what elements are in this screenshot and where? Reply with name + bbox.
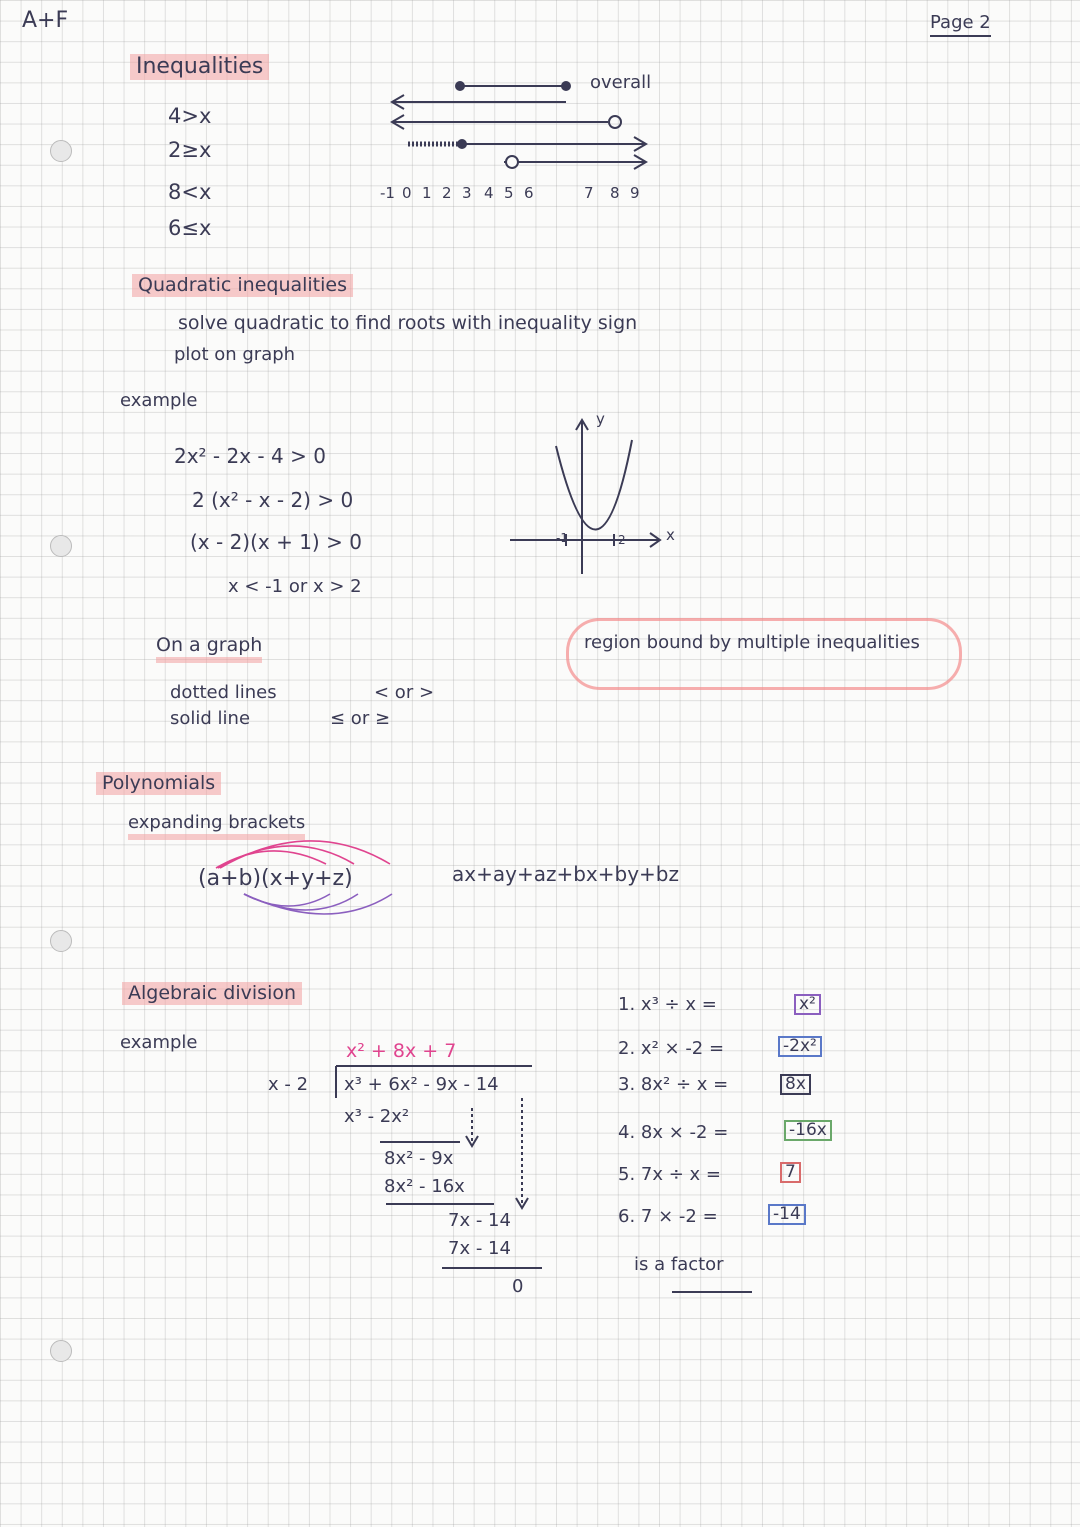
quadratic-bullet-2: plot on graph	[174, 344, 296, 365]
graph-x-label: x	[666, 526, 675, 544]
on-graph-row-1-symbols: < or >	[374, 682, 435, 703]
quadratic-bullet-1: solve quadratic to find roots with inequality sign	[178, 312, 638, 334]
corner-label: A+F	[22, 8, 69, 33]
division-divisor: x - 2	[268, 1074, 309, 1095]
division-step-2-label: 2. x² × -2 =	[618, 1038, 725, 1059]
tick-0: 0	[402, 184, 412, 202]
division-step-3-label: 3. 8x² ÷ x =	[618, 1074, 729, 1095]
polynomial-result: ax+ay+az+bx+by+bz	[452, 862, 679, 886]
algebraic-division-title: Algebraic division	[122, 982, 302, 1005]
division-step-3-result: 8x	[780, 1074, 811, 1095]
quadratic-step-1: 2x² - 2x - 4 > 0	[174, 444, 326, 468]
division-conclusion: is a factor	[634, 1254, 724, 1275]
inequality-line-3: 8<x	[168, 180, 212, 204]
division-step-4-label: 4. 8x × -2 =	[618, 1122, 729, 1143]
quadratic-step-4: x < -1 or x > 2	[228, 576, 362, 597]
graph-y-label: y	[596, 410, 605, 428]
division-working-1: x³ - 2x²	[344, 1106, 410, 1127]
division-step-6-label: 6. 7 × -2 =	[618, 1206, 718, 1227]
tick-1: 1	[422, 184, 432, 202]
page-label: Page 2	[930, 14, 991, 37]
division-quotient: x² + 8x + 7	[346, 1040, 457, 1062]
division-step-5-result: 7	[780, 1162, 801, 1183]
division-example-label: example	[120, 1032, 198, 1053]
quadratic-step-3: (x - 2)(x + 1) > 0	[190, 530, 362, 554]
tick-4: 4	[484, 184, 494, 202]
on-graph-row-2-label: solid line	[170, 708, 251, 729]
tick-8: 8	[610, 184, 620, 202]
tick-7: 7	[584, 184, 594, 202]
polynomial-expression: (a+b)(x+y+z)	[198, 866, 353, 891]
overall-label: overall	[590, 72, 652, 93]
polynomials-title: Polynomials	[96, 772, 221, 795]
on-graph-row-2-symbols: ≤ or ≥	[330, 708, 391, 729]
division-step-5-label: 5. 7x ÷ x =	[618, 1164, 722, 1185]
tick-9: 9	[630, 184, 640, 202]
on-graph-title: On a graph	[156, 636, 262, 663]
tick-neg1: -1	[380, 184, 395, 202]
tick-6: 6	[524, 184, 534, 202]
quadratic-example-label: example	[120, 390, 198, 411]
division-working-4: 7x - 14	[448, 1210, 511, 1231]
tick-3: 3	[462, 184, 472, 202]
division-working-3: 8x² - 16x	[384, 1176, 465, 1197]
division-step-6-result: -14	[768, 1204, 806, 1225]
division-step-1-label: 1. x³ ÷ x =	[618, 994, 717, 1015]
tick-2: 2	[442, 184, 452, 202]
inequality-line-4: 6≤x	[168, 216, 212, 240]
quadratic-title: Quadratic inequalities	[132, 274, 353, 297]
on-graph-row-1-label: dotted lines	[170, 682, 277, 703]
division-working-5: 7x - 14	[448, 1238, 511, 1259]
graph-root-right: 2	[618, 533, 626, 547]
polynomials-subtitle: expanding brackets	[128, 814, 305, 840]
inequality-line-2: 2≥x	[168, 138, 212, 162]
division-working-2: 8x² - 9x	[384, 1148, 454, 1169]
region-note: region bound by multiple inequalities	[584, 632, 920, 653]
division-working-6: 0	[512, 1276, 524, 1297]
inequality-line-1: 4>x	[168, 104, 212, 128]
division-dividend: x³ + 6x² - 9x - 14	[344, 1074, 499, 1095]
inequalities-title: Inequalities	[130, 54, 269, 80]
division-step-2-result: -2x²	[778, 1036, 822, 1057]
tick-5: 5	[504, 184, 514, 202]
division-step-4-result: -16x	[784, 1120, 832, 1141]
graph-root-left: -1	[556, 531, 568, 545]
division-step-1-result: x²	[794, 994, 821, 1015]
quadratic-step-2: 2 (x² - x - 2) > 0	[192, 488, 354, 512]
